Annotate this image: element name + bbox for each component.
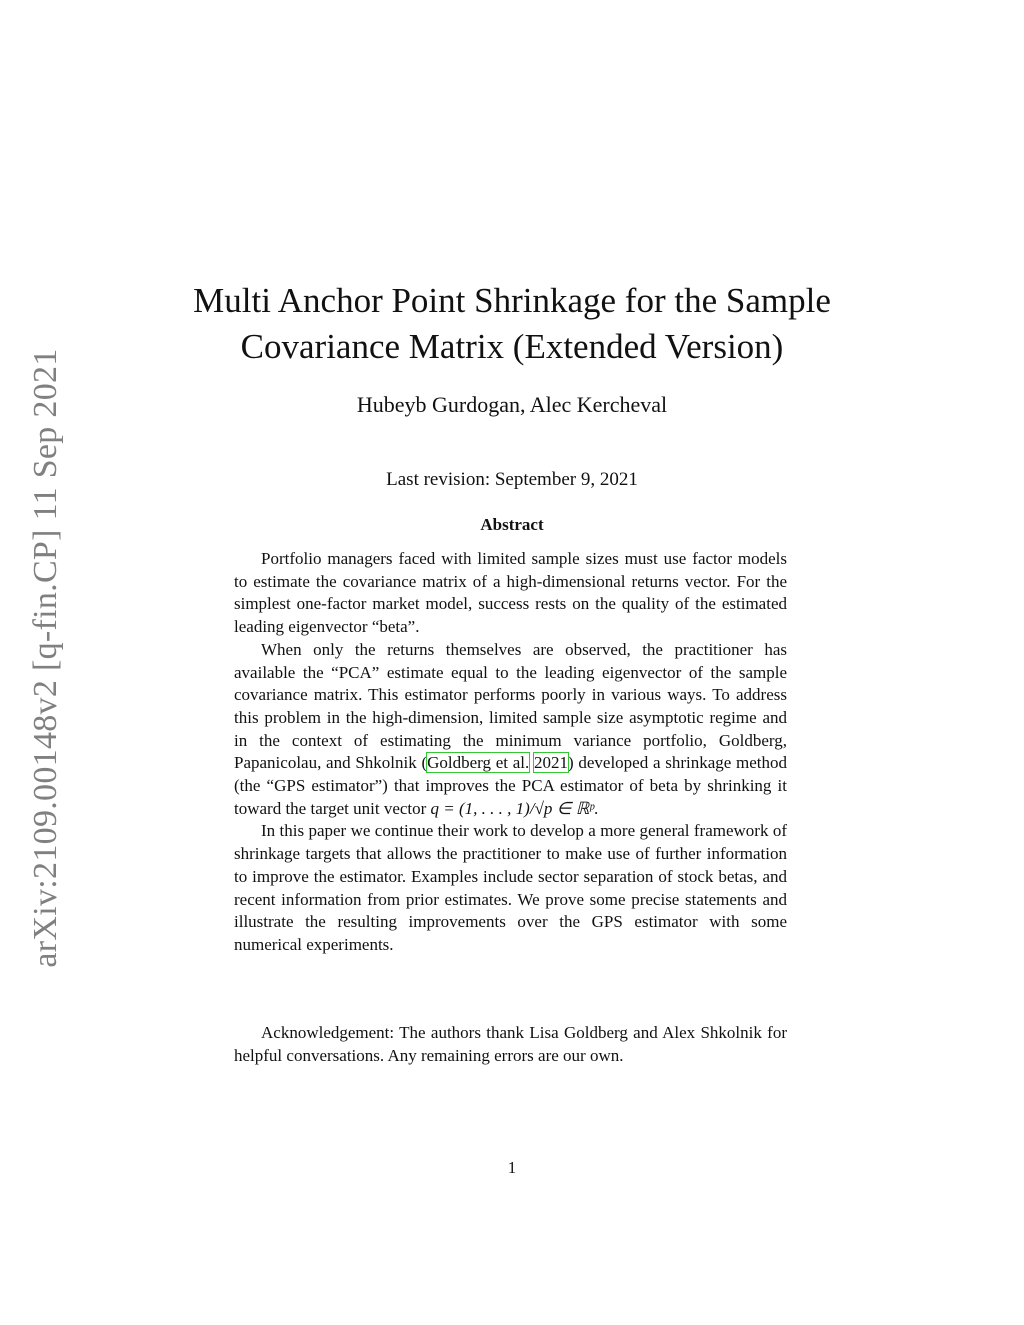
abstract-heading: Abstract: [480, 515, 544, 534]
abstract-paragraph-3: In this paper we continue their work to develop a more general framework of shrinkage targets that allows the practitioner to make use of further information to improve the estimator. Examples include sector separation of stock betas, and recent information from prior estimates. We prove some precise statements and illustrate the resulting improvements over the GPS estimator with some numerical experiments.: [234, 821, 787, 954]
paragraph-2-text: When only the returns themselves are observed, the practitioner has available the “PCA” estimate equal to the leading eigenvector of the sample covariance matrix. This estimator performs poorly in various ways. To address this problem in the high-dimension, limited sample size asymptotic regime and in the context of estimating the minimum variance portfolio, Goldberg, Papanicolau, and Shkolnik (: [234, 639, 787, 773]
citation-link-author[interactable]: Goldberg et al.: [427, 753, 530, 773]
title-line-2: Covariance Matrix (Extended Version): [240, 327, 784, 366]
arxiv-identifier: arXiv:2109.00148v2 [q-fin.CP] 11 Sep 2021: [27, 348, 64, 968]
abstract-body: [234, 548, 787, 957]
paragraph-2-continued: ) developed a shrinkage method (the “GPS estimator”) that improves the PCA estimator of beta by shrinking it toward the target unit vector: [234, 753, 788, 818]
paper-title: [150, 278, 874, 370]
title-line-1: Multi Anchor Point Shrinkage for the Sample: [193, 281, 831, 320]
acknowledgement: Acknowledgement: The authors thank Lisa Goldberg and Alex Shkolnik for helpful conversations. Any remaining errors are our own.: [234, 1023, 787, 1065]
page-number: 1: [507, 1158, 517, 1177]
abstract-paragraph-2: [234, 639, 787, 821]
paragraph-2-end: .: [593, 798, 599, 818]
target-vector-formula: q = (1, . . . , 1)/√p ∈ ℝᵖ: [430, 798, 594, 818]
citation-link-year[interactable]: 2021: [533, 753, 568, 773]
abstract-paragraph-1: Portfolio managers faced with limited sample sizes must use factor models to estimate the covariance matrix of a high-dimensional returns vector. For the simplest one-factor market model, success rests on the quality of the estimated leading eigenvector “beta”.: [234, 549, 787, 637]
revision-date: Last revision: September 9, 2021: [386, 469, 638, 490]
authors: Hubeyb Gurdogan, Alec Kercheval: [356, 392, 668, 417]
